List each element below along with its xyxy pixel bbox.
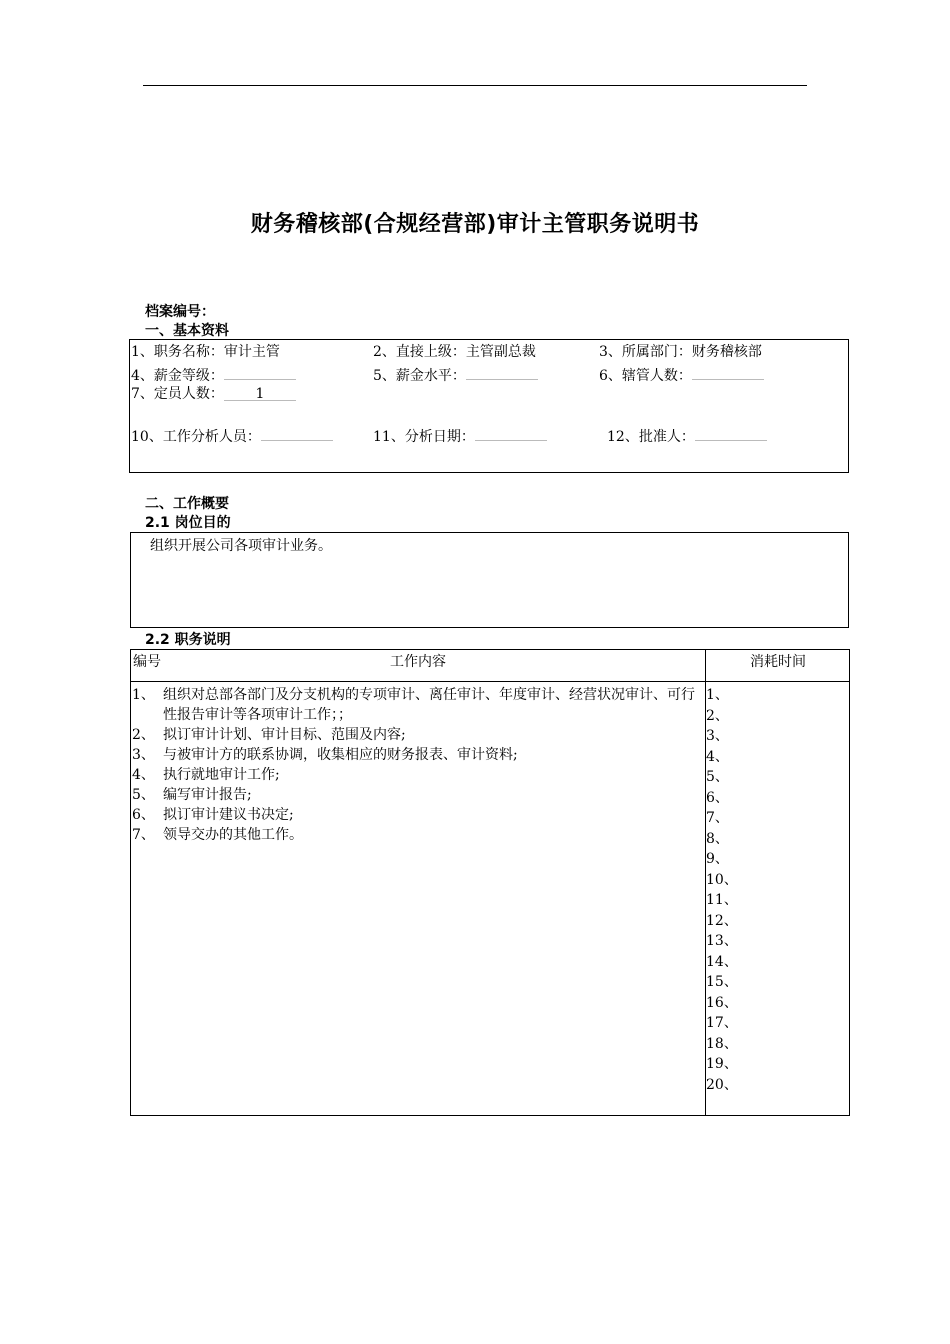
analyst-field (131, 424, 333, 447)
time-number: 7、 (706, 810, 729, 826)
salary-level-field (373, 363, 538, 386)
list-item: 5、 编写审计报告; (132, 787, 252, 803)
salary-grade-field (131, 363, 296, 386)
superior-value: 主管副总裁 (465, 344, 536, 360)
col-number-header: 编号 (133, 654, 161, 670)
department-label: 3、所属部门： (599, 344, 692, 360)
col-content-header: 工作内容 (390, 654, 446, 670)
headcount-label: 7、定员人数： (131, 386, 224, 402)
section1-heading: 一、基本资料 (145, 323, 229, 339)
analyst-label: 10、工作分析人员： (131, 429, 261, 445)
superior-label: 2、直接上级： (373, 344, 466, 360)
time-numbers-list (706, 685, 738, 1095)
list-item: 2、 拟订审计计划、审计目标、范围及内容; (132, 727, 406, 743)
approver-label: 12、批准人： (607, 429, 695, 445)
analysis-date-value (475, 424, 547, 441)
job-name-value: 审计主管 (223, 344, 280, 360)
list-item: 4、 执行就地审计工作; (132, 767, 280, 783)
analysis-date-label: 11、分析日期： (373, 429, 475, 445)
time-number: 8、 (706, 830, 729, 847)
purpose-text: 组织开展公司各项审计业务。 (150, 538, 332, 554)
salary-grade-value (224, 363, 296, 380)
table-header-divider (130, 681, 850, 682)
purpose-box (130, 532, 849, 628)
time-number: 13、 (706, 933, 738, 949)
time-number: 11、 (706, 892, 738, 908)
department-field (599, 342, 762, 362)
archive-number-label: 档案编号： (145, 304, 215, 320)
list-item: 1、 组织对总部各部门及分支机构的专项审计、离任审计、年度审计、经营状况审计、可行性报告审计等各项审计工作；； (132, 687, 695, 723)
job-name-label: 1、职务名称： (131, 344, 224, 360)
subordinates-label: 6、辖管人数： (599, 368, 692, 384)
subordinates-value (692, 363, 764, 380)
time-number: 4、 (706, 748, 729, 765)
time-number: 12、 (706, 912, 738, 929)
headcount-field (131, 384, 296, 404)
header-rule (143, 85, 807, 86)
time-number: 9、 (706, 851, 729, 867)
time-number: 19、 (706, 1056, 738, 1072)
document-title: 财务稽核部(合规经营部)审计主管职务说明书 (250, 212, 700, 237)
duties-heading: 2.2 职务说明 (145, 632, 231, 648)
salary-level-value (466, 363, 538, 380)
superior-field (373, 342, 536, 362)
time-number: 17、 (706, 1015, 738, 1031)
col-time-header: 消耗时间 (750, 654, 806, 670)
time-number: 15、 (706, 974, 738, 990)
duties-list (132, 685, 704, 845)
headcount-value: 1 (224, 384, 296, 401)
time-number: 2、 (706, 707, 729, 724)
list-item: 7、 领导交办的其他工作。 (132, 827, 303, 843)
time-number: 3、 (706, 728, 729, 744)
subordinates-field (599, 363, 764, 386)
salary-grade-label: 4、薪金等级： (131, 368, 224, 384)
time-number: 14、 (706, 953, 738, 970)
job-name-field (131, 342, 280, 362)
time-number: 20、 (706, 1076, 738, 1093)
time-number: 18、 (706, 1035, 738, 1052)
purpose-heading: 2.1 岗位目的 (145, 515, 231, 531)
analysis-date-field (373, 424, 547, 447)
approver-value (695, 424, 767, 441)
analyst-value (261, 424, 333, 441)
approver-field (607, 424, 767, 447)
list-item: 6、 拟订审计建议书决定; (132, 807, 294, 823)
salary-level-label: 5、薪金水平： (373, 368, 466, 384)
time-number: 5、 (706, 769, 729, 785)
list-item: 3、 与被审计方的联系协调，收集相应的财务报表、审计资料; (132, 747, 518, 763)
section2-heading: 二、工作概要 (145, 496, 229, 512)
time-number: 1、 (706, 687, 729, 703)
department-value: 财务稽核部 (691, 344, 762, 360)
time-number: 6、 (706, 789, 729, 806)
time-number: 16、 (706, 994, 738, 1011)
time-number: 10、 (706, 871, 738, 888)
